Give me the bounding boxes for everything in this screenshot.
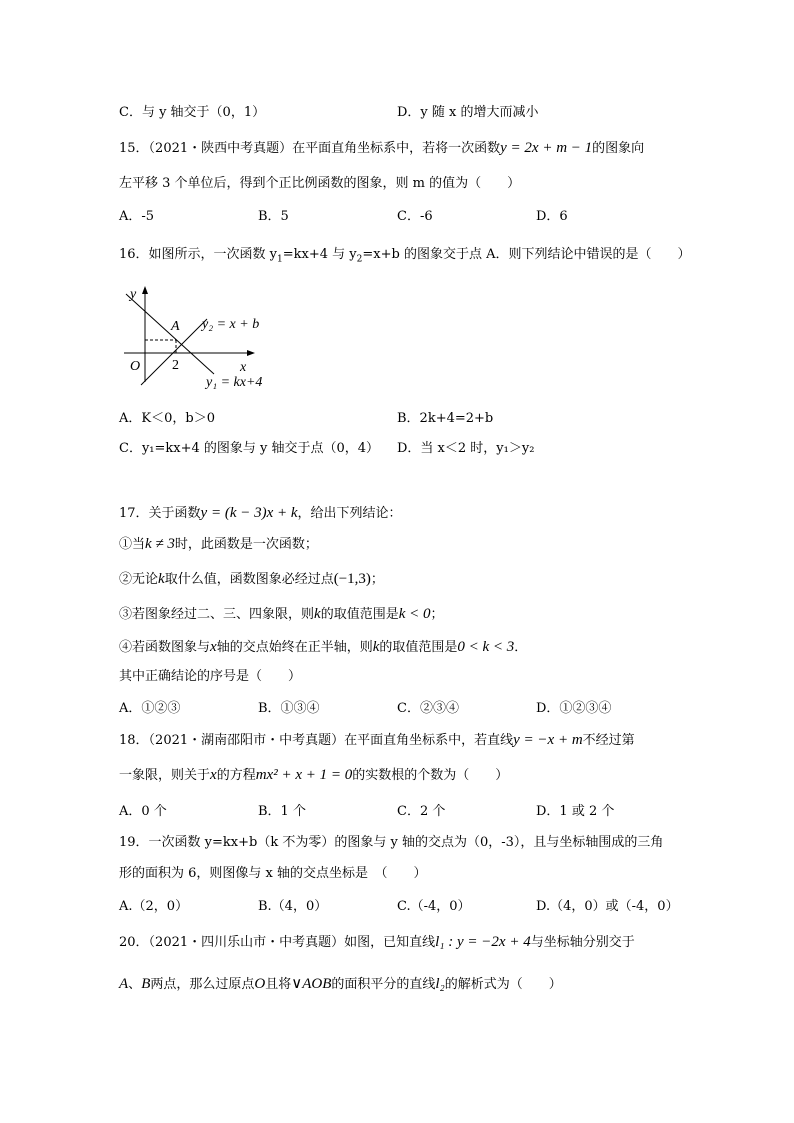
y-axis-label: y <box>130 287 137 302</box>
q15-option-d: D．6 <box>536 209 568 224</box>
q17-conclusion-4: ④若函数图象与x轴的交点始终在正半轴，则k的取值范围是0 < k < 3． <box>119 639 528 655</box>
x-axis-arrow <box>247 350 255 356</box>
q20-stem-line1: 20．（2021・四川乐山市・中考真题）如图，已知直线l₁ : y = −2x + 4与坐标轴分别交于 <box>119 934 635 950</box>
q15-stem-line1: 15．（2021・陕西中考真题）在平面直角坐标系中，若将一次函数y = 2x + m − 1的图象向 <box>119 140 645 156</box>
line-y1-label: y₁ = kx+4 <box>206 375 263 390</box>
q19-option-c: C.（-4，0） <box>397 899 471 914</box>
q17-option-b: B．①③④ <box>258 701 320 716</box>
q15-option-c: C．-6 <box>397 209 433 224</box>
q17-option-a: A．①②③ <box>119 701 181 716</box>
q15-option-b: B．5 <box>258 209 289 224</box>
y-axis-arrow <box>142 286 148 294</box>
q15-option-a: A．-5 <box>119 209 155 224</box>
q17-conclusion-1: ①当k ≠ 3时，此函数是一次函数； <box>119 536 318 552</box>
q15-formula: y = 2x + m − 1 <box>500 140 593 156</box>
q20-formula: l₁ : y = −2x + 4 <box>435 934 531 950</box>
x-axis-label: x <box>240 360 247 375</box>
q17-option-d: D．①②③④ <box>536 701 612 716</box>
q16-graph-figure <box>119 282 289 394</box>
q19-option-a: A.（2，0） <box>119 899 189 914</box>
origin-label: O <box>130 359 141 374</box>
q14-option-c: C．与 y 轴交于（0，1） <box>119 105 266 120</box>
q17-formula: y = (k − 3)x + k <box>200 505 298 521</box>
q16-option-a: A．K＜0，b＞0 <box>119 411 215 426</box>
q17-conclusion-3: ③若图象经过二、三、四象限，则k的取值范围是k < 0； <box>119 606 444 622</box>
q17-question: 其中正确结论的序号是（ ） <box>119 669 302 684</box>
q16-option-d: D．当 x＜2 时，y₁＞y₂ <box>397 441 535 456</box>
q18-formula: y = −x + m <box>513 732 583 748</box>
line-y2-label: y₂ = x + b <box>202 317 260 332</box>
q14-option-d: D．y 随 x 的增大而减小 <box>397 105 539 120</box>
q19-option-b: B.（4，0） <box>258 899 328 914</box>
tick-2-label: 2 <box>172 358 179 373</box>
q18-stem-line1: 18．（2021・湖南邵阳市・中考真题）在平面直角坐标系中，若直线y = −x + m不经过第 <box>119 732 635 748</box>
q20-stem-line2: A、B两点，那么过原点O且将∨AOB的面积平分的直线l₂的解析式为（ ） <box>119 976 562 992</box>
q19-stem-line2: 形的面积为 6，则图像与 x 轴的交点坐标是 （ ） <box>119 866 427 881</box>
q18-option-d: D．1 或 2 个 <box>536 804 615 819</box>
q18-option-b: B．1 个 <box>258 804 306 819</box>
q18-option-a: A．0 个 <box>119 804 167 819</box>
q17-conclusion-2: ②无论k取什么值，函数图象必经过点(−1,3)； <box>119 571 384 587</box>
q17-stem: 17．关于函数y = (k − 3)x + k，给出下列结论： <box>119 505 402 521</box>
point-a-label: A <box>171 319 180 334</box>
q18-stem-line2: 一象限，则关于x的方程mx² + x + 1 = 0的实数根的个数为（ ） <box>119 767 509 783</box>
q16-stem: 16．如图所示，一次函数 $y_1=kx+4$ 与 $y_2=x+b$ 的图象交于点 A．则下列结论中错误的是（ ） <box>119 247 691 265</box>
q18-option-c: C．2 个 <box>397 804 446 819</box>
q15-stem-line2: 左平移 3 个单位后，得到个正比例函数的图象，则 m 的值为（ ） <box>119 176 521 191</box>
q16-option-c: C．y₁=kx+4 的图象与 y 轴交于点（0，4） <box>119 441 380 456</box>
q19-option-d: D.（4，0）或（-4，0） <box>536 899 679 914</box>
q16-option-b: B．2k+4=2+b <box>397 411 494 426</box>
q19-stem-line1: 19．一次函数 y=kx+b（k 不为零）的图象与 y 轴的交点为（0，-3），且与坐标轴围成的三角 <box>119 835 664 850</box>
q17-option-c: C．②③④ <box>397 701 459 716</box>
